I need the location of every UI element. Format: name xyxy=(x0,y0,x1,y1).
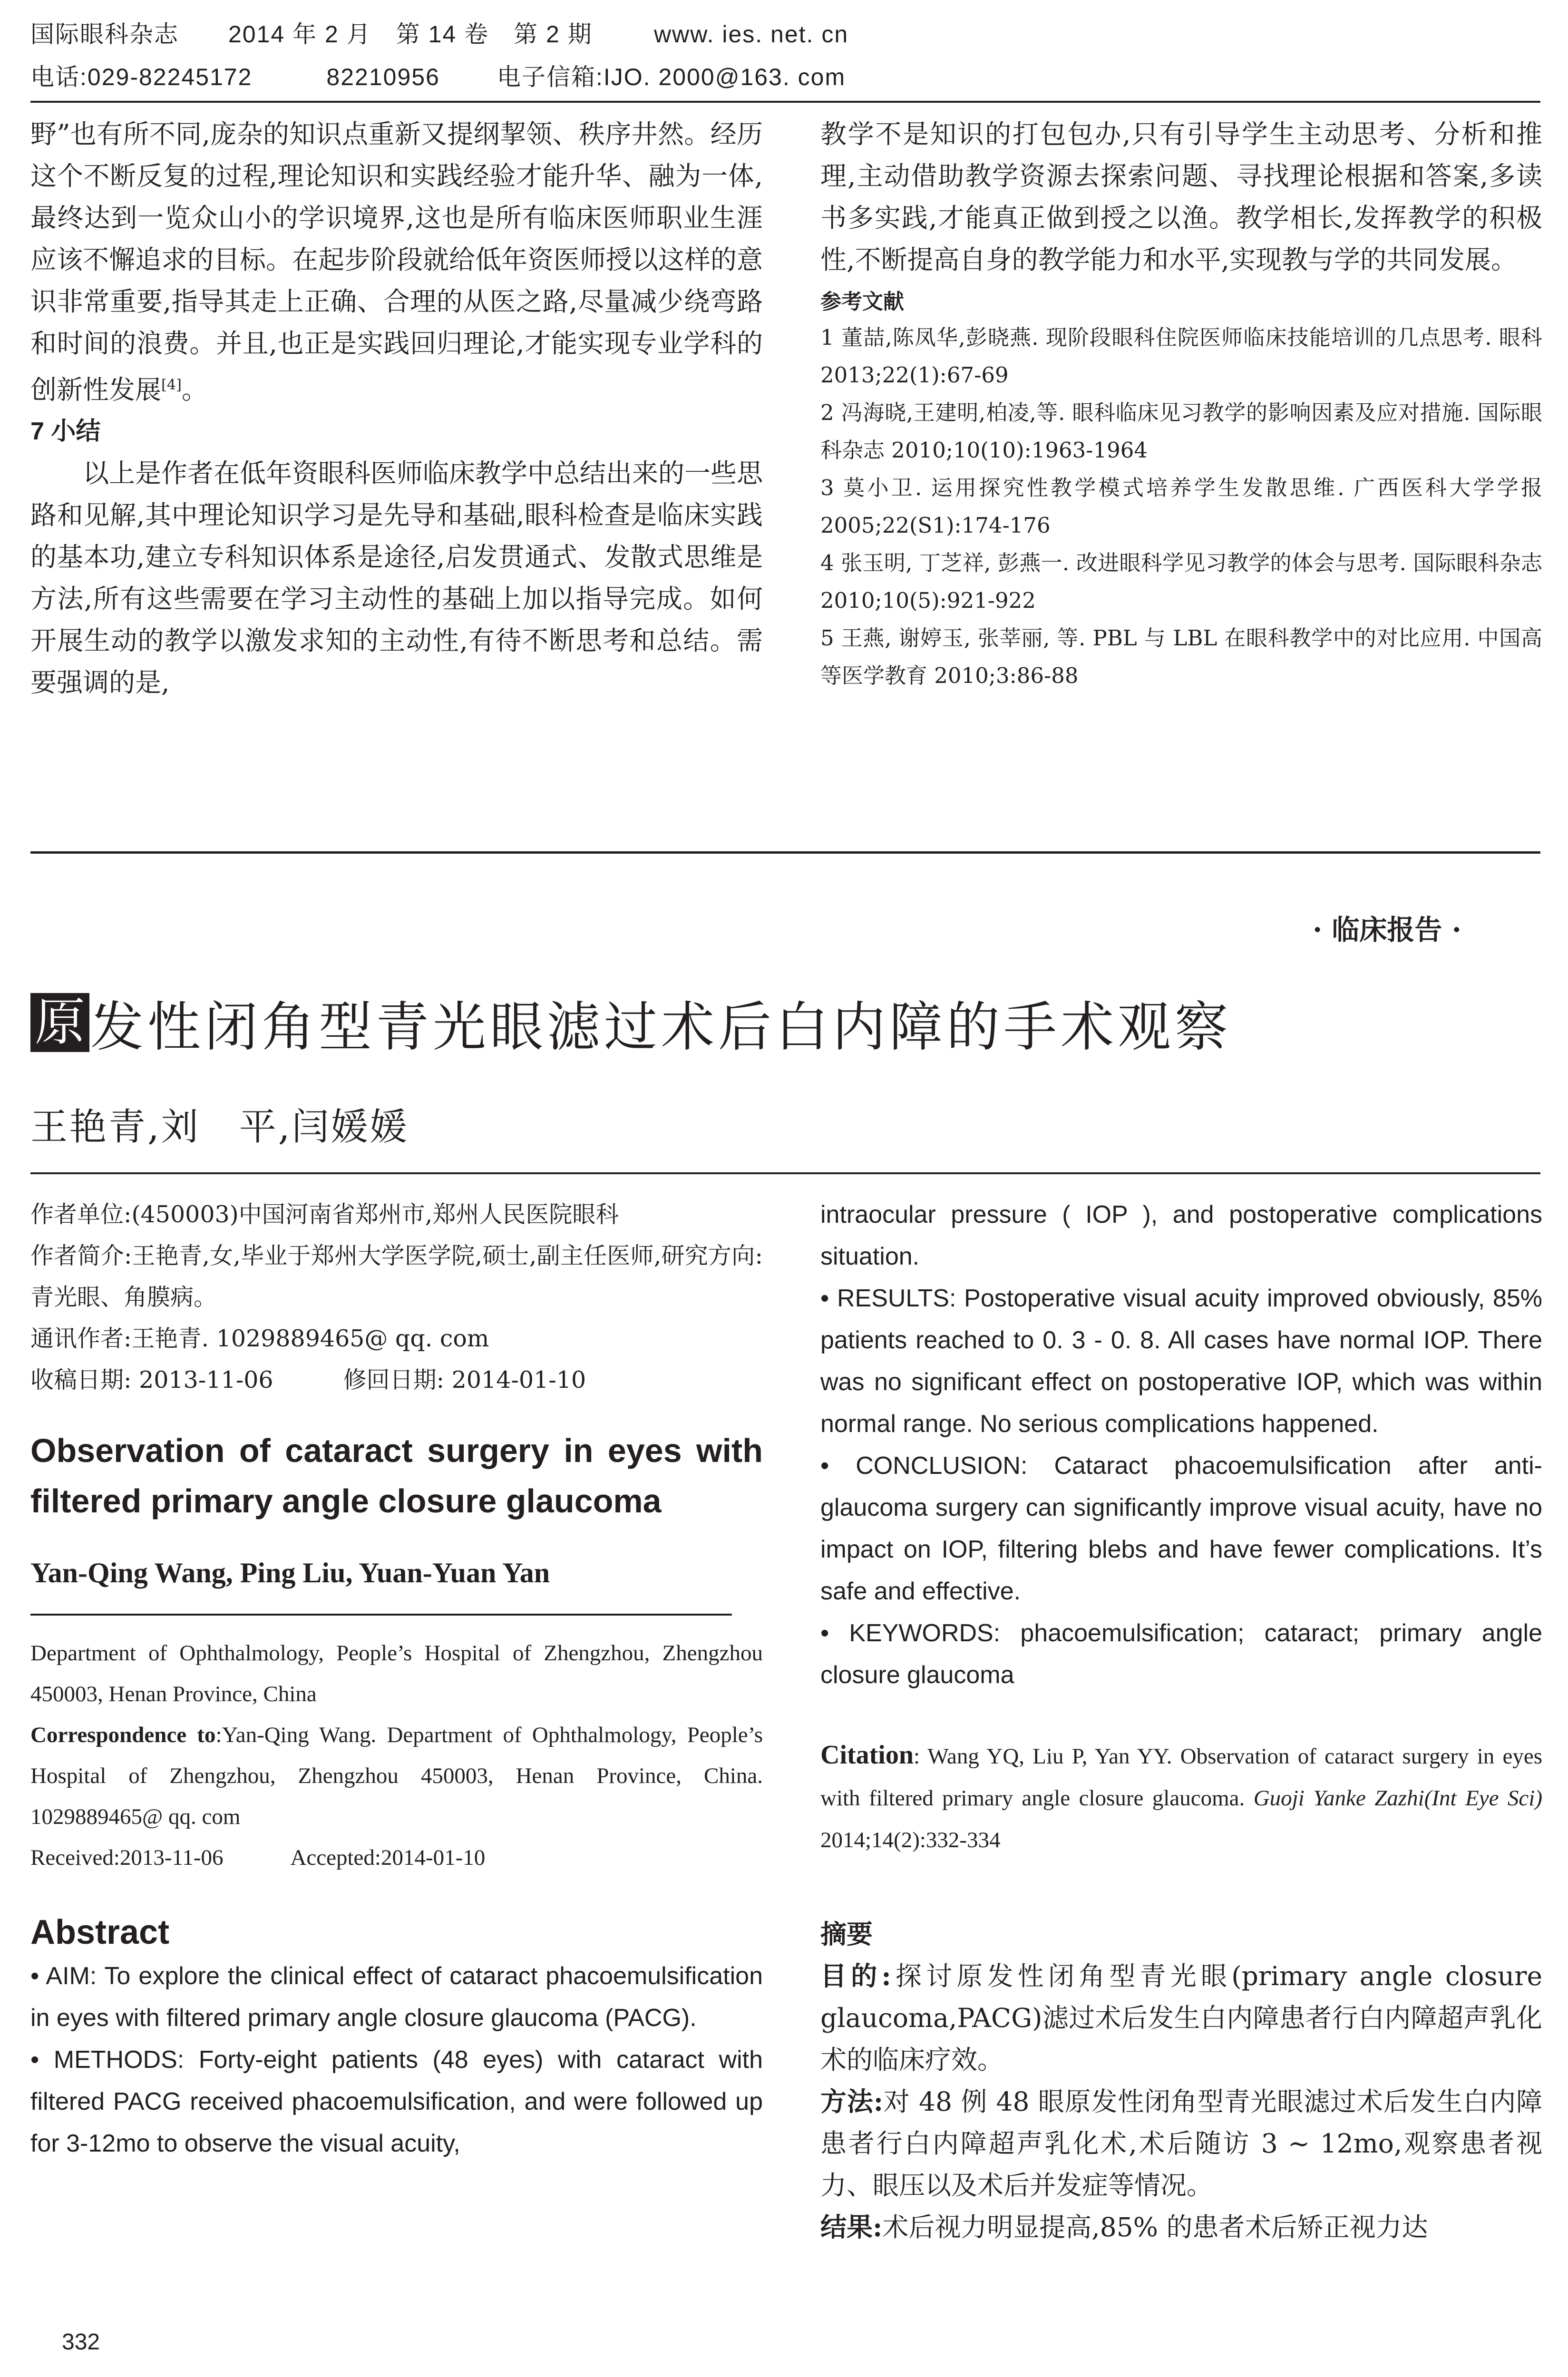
references-heading: 参考文献 xyxy=(820,290,904,314)
article-right-column xyxy=(820,1194,1542,2248)
column-label: · 临床报告 · xyxy=(1313,914,1461,946)
prev-article-left-column xyxy=(30,113,763,703)
citation xyxy=(820,1734,1542,1861)
abstract-heading: Abstract xyxy=(30,1913,170,1951)
article-separator-rule xyxy=(30,851,1540,854)
citation-text: : Wang YQ, Liu P, Yan YY. Observation of cataract surgery in eyes with filtered primary angle closure glaucoma. xyxy=(820,1744,1542,1811)
article-title xyxy=(30,992,1232,1058)
chinese-abstract-methods xyxy=(820,2081,1542,2206)
authors-chinese: 王艳青,刘 平,闫媛媛 xyxy=(30,1106,409,1149)
title-english: Observation of cataract surgery in eyes with filtered primary angle closure glaucoma xyxy=(30,1432,763,1520)
author-profile-cn: 作者简介:王艳青,女,毕业于郑州大学医学院,硕士,副主任医师,研究方向:青光眼、角膜病。 xyxy=(30,1242,763,1311)
abstract-results: • RESULTS: Postoperative visual acuity improved obviously, 85% patients reached to 0. 3 - 0. 8. All cases have normal IOP. There was no significant effect on postoperative IOP, which was within normal range. No serious complications happened. xyxy=(820,1285,1542,1438)
header-phone: 电话:029-82245172 82210956 xyxy=(30,64,440,90)
authors-rule xyxy=(30,1172,1540,1174)
abstract-methods-continued: intraocular pressure ( IOP ), and postoperative complications situation. xyxy=(820,1201,1542,1270)
citation-volume: 2014;14(2):332-334 xyxy=(820,1828,1001,1852)
title-text: 发性闭角型青光眼滤过术后白内障的手术观察 xyxy=(90,996,1232,1058)
aim-text: 探讨原发性闭角型青光眼(primary angle closure glaucoma,PACG)滤过术后发生白内障患者行白内障超声乳化术的临床疗效。 xyxy=(820,1961,1542,2075)
aim-label: 目的: xyxy=(820,1960,891,1991)
header-journal-name: 国际眼科杂志 xyxy=(30,21,179,48)
prev-paragraph-1-end: 。 xyxy=(181,374,208,405)
reference-item: 3 莫小卫. 运用探究性教学模式培养学生发散思维. 广西医科大学学报 2005;22(S1):174-176 xyxy=(820,475,1542,538)
article-left-column xyxy=(30,1194,763,2164)
prev-article-right-column xyxy=(820,113,1542,694)
header-email: 电子信箱:IJO. 2000@163. com xyxy=(497,64,846,90)
citation-marker: [4] xyxy=(161,377,182,393)
authors-english: Yan-Qing Wang, Ping Liu, Yuan-Yuan Yan xyxy=(30,1557,550,1588)
corresponding-author-cn: 通讯作者:王艳青. 1029889465@ qq. com xyxy=(30,1325,489,1352)
methods-label: 方法: xyxy=(820,2086,883,2117)
abstract-conclusion: • CONCLUSION: Cataract phacoemulsification after anti-glaucoma surgery can significantly improve visual acuity, have no impact on IOP, filtering blebs and have fewer complications. It’s safe and effective. xyxy=(820,1452,1542,1605)
page-number: 332 xyxy=(62,2329,100,2355)
reference-item: 1 董喆,陈凤华,彭晓燕. 现阶段眼科住院医师临床技能培训的几点思考. 眼科 2013;22(1):67-69 xyxy=(820,325,1542,388)
correspondence-english xyxy=(30,1715,763,1837)
affiliation-english: Department of Ophthalmology, People’s Hospital of Zhengzhou, Zhengzhou 450003, Henan Province, China xyxy=(30,1641,763,1706)
results-text: 术后视力明显提高,85% 的患者术后矫正视力达 xyxy=(882,2212,1428,2242)
chinese-abstract-results xyxy=(820,2206,1542,2248)
received-accepted-dates: Received:2013-11-06 Accepted:2014-01-10 xyxy=(30,1845,486,1870)
title-initial-drop-cap: 原 xyxy=(30,993,89,1052)
header-issue: 2014 年 2 月 第 14 卷 第 2 期 xyxy=(228,21,593,48)
chinese-abstract-aim xyxy=(820,1955,1542,2081)
section-heading-summary: 7 小结 xyxy=(30,418,101,446)
english-header-rule xyxy=(30,1614,732,1616)
header-website: www. ies. net. cn xyxy=(654,21,849,48)
header-rule xyxy=(30,101,1540,103)
author-info-block xyxy=(30,1194,763,1401)
correspondence-label: Correspondence to xyxy=(30,1723,216,1747)
prev-paragraph-1 xyxy=(30,113,763,410)
reference-item: 2 冯海晓,王建明,柏凌,等. 眼科临床见习教学的影响因素及应对措施. 国际眼科杂志 2010;10(10):1963-1964 xyxy=(820,400,1542,463)
prev-paragraph-3: 教学不是知识的打包包办,只有引导学生主动思考、分析和推理,主动借助教学资源去探索问题、寻找理论根据和答案,多读书多实践,才能真正做到授之以渔。教学相长,发挥教学的积极性,不断提高自身的教学能力和水平,实现教与学的共同发展。 xyxy=(820,119,1542,275)
citation-journal: Guoji Yanke Zazhi(Int Eye Sci) xyxy=(1253,1786,1542,1811)
abstract-methods: • METHODS: Forty-eight patients (48 eyes) with cataract with filtered PACG received phacoemulsification, and were followed up for 3-12mo to observe the visual acuity, xyxy=(30,2046,763,2157)
author-affiliation-cn: 作者单位:(450003)中国河南省郑州市,郑州人民医院眼科 xyxy=(30,1201,619,1228)
prev-paragraph-1-text: 野”也有所不同,庞杂的知识点重新又提纲挈领、秩序井然。经历这个不断反复的过程,理论知识和实践经验才能升华、融为一体,最终达到一览众山小的学识境界,这也是所有临床医师职业生涯应该不懈追求的目标。在起步阶段就给低年资医师授以这样的意识非常重要,指导其走上正确、合理的从医之路,尽量减少绕弯路和时间的浪费。并且,也正是实践回归理论,才能实现专业学科的创新性发展 xyxy=(30,119,763,405)
abstract-keywords: • KEYWORDS: phacoemulsification; cataract; primary angle closure glaucoma xyxy=(820,1619,1542,1689)
correspondence-text: :Yan-Qing Wang. Department of Ophthalmology, People’s Hospital of Zhengzhou, Zhengzhou 450003, Henan Province, China. 1029889465@ qq. com xyxy=(30,1723,763,1829)
references-list xyxy=(820,319,1542,694)
prev-paragraph-2: 以上是作者在低年资眼科医师临床教学中总结出来的一些思路和见解,其中理论知识学习是先导和基础,眼科检查是临床实践的基本功,建立专科知识体系是途径,启发贯通式、发散式思维是方法,所有这些需要在学习主动性的基础上加以指导完成。如何开展生动的教学以激发求知的主动性,有待不断思考和总结。需要强调的是, xyxy=(30,458,763,698)
abstract-aim: • AIM: To explore the clinical effect of cataract phacoemulsification in eyes with filtered primary angle closure glaucoma (PACG). xyxy=(30,1962,763,2032)
methods-text: 对 48 例 48 眼原发性闭角型青光眼滤过术后发生白内障患者行白内障超声乳化术,术后随访 3 ~ 12mo,观察患者视力、眼压以及术后并发症等情况。 xyxy=(820,2086,1542,2201)
citation-label: Citation xyxy=(820,1740,914,1770)
results-label: 结果: xyxy=(820,2211,883,2242)
reference-item: 5 王燕, 谢婷玉, 张莘丽, 等. PBL 与 LBL 在眼科教学中的对比应用. 中国高等医学教育 2010;3:86-88 xyxy=(820,625,1542,688)
chinese-abstract-heading: 摘要 xyxy=(820,1919,873,1949)
dates-cn: 收稿日期: 2013-11-06 修回日期: 2014-01-10 xyxy=(30,1366,586,1393)
reference-item: 4 张玉明, 丁芝祥, 彭燕一. 改进眼科学见习教学的体会与思考. 国际眼科杂志 2010;10(5):921-922 xyxy=(820,550,1542,613)
